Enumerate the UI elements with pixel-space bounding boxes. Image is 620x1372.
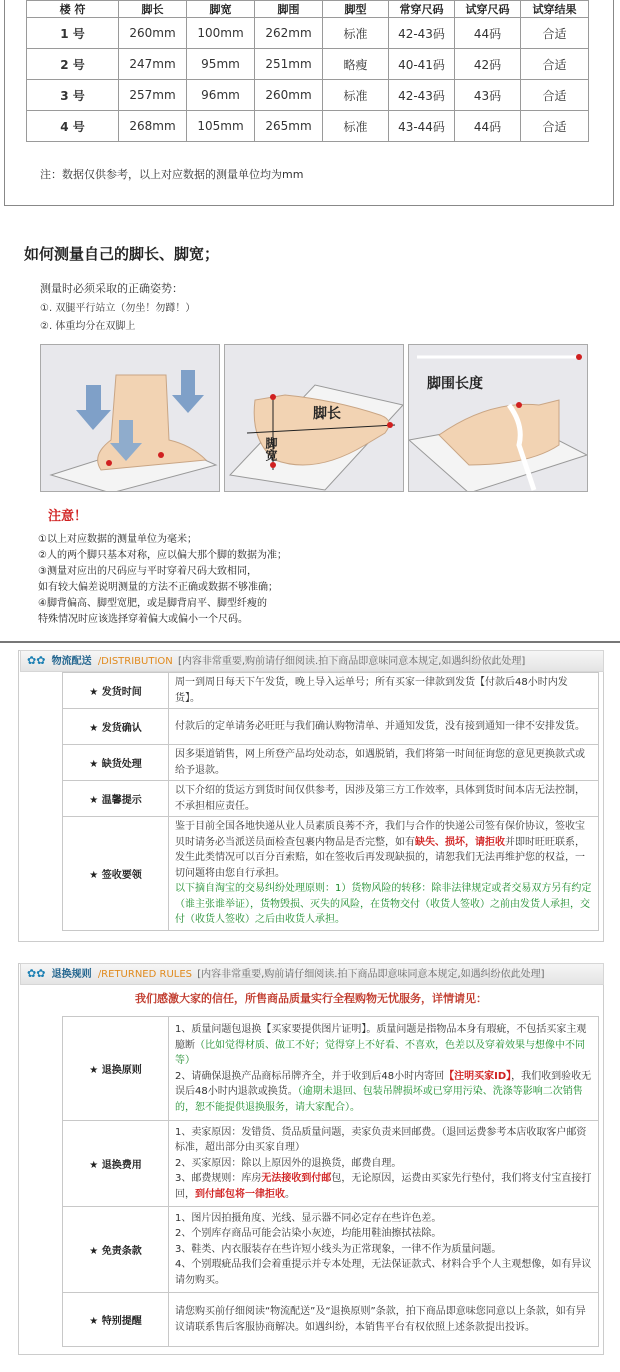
cell: 42-43码 xyxy=(389,18,455,49)
row-text: 因多渠道销售，网上所登产品均处动态，如遇脱销，我们将第一时间征询您的意见更换款式或给予退款。 xyxy=(169,745,599,781)
returns-header xyxy=(20,963,604,985)
text-part-green: 以下摘自淘宝的交易纠纷处理原则：1）货物风险的转移：除非法律规定或者交易双方另有约定（谁主张谁举证），货物毁损、灭失的风险，在货物交付（收货人签收）之前由发货人承担，交付（收货人签收）之后由收货人承担。 xyxy=(175,883,592,925)
posture-step: ②. 体重均分在双脚上 xyxy=(40,321,136,332)
foot-top-illustration xyxy=(224,344,404,492)
row-label: ★ 退换费用 xyxy=(63,1121,169,1207)
foot-girth-illustration xyxy=(408,344,588,492)
row-text xyxy=(169,1017,599,1121)
returns-en: /RETURNED RULES xyxy=(97,969,193,980)
row-text: 周一到周日每天下午发货，晚上导入运单号；所有买家一律款到发货【付款后48小时内发货】。 xyxy=(169,673,599,709)
text-part: 1、图片因拍摄角度、光线、显示器不同必定存在些许色差。 xyxy=(175,1212,442,1224)
cell: 3 号 xyxy=(27,80,119,111)
cell: 4 号 xyxy=(27,111,119,142)
table-row xyxy=(27,80,589,111)
cell: 合适 xyxy=(521,18,589,49)
measure-title: 如何测量自己的脚长、脚宽； xyxy=(24,245,220,263)
cell: 43-44码 xyxy=(389,111,455,142)
text-part-red: 缺失、损坏，请拒收 xyxy=(415,836,505,848)
col-header: 楼 符 xyxy=(27,1,119,18)
table-row xyxy=(63,745,599,781)
col-header: 试穿尺码 xyxy=(455,1,521,18)
foot-length-label: 脚长 xyxy=(313,406,341,422)
row-text: 请您购买前仔细阅读“物流配送”及“退换原则”条款，拍下商品即意味您同意以上条款，如有异议请联系售后客服协商解决。如遇纠纷，本销售平台有权依照上述条款提出投诉。 xyxy=(169,1293,599,1347)
returns-desc: [内容非常重要,购前请仔细阅读.拍下商品即意味同意本规定,如遇纠纷依此处理] xyxy=(197,969,545,980)
text-part: 并即时旺旺联系，发生此类情况可以百分百索赔，如在签收后再发现缺损的，请恕我们无法再维护您的权益，一切问题将由您自行承担。 xyxy=(175,836,585,879)
table-row xyxy=(63,673,599,709)
cell: 100mm xyxy=(187,18,255,49)
distribution-desc: [内容非常重要,购前请仔细阅读.拍下商品即意味同意本规定,如遇纠纷依此处理] xyxy=(177,656,526,667)
foot-standing-illustration xyxy=(40,344,220,492)
foot-girth-label: 脚围长度 xyxy=(427,376,483,392)
row-text xyxy=(169,1207,599,1293)
row-label: ★ 免责条款 xyxy=(63,1207,169,1293)
cell: 257mm xyxy=(119,80,187,111)
notice-line: 如有较大偏差说明测量的方法不正确或数据不够准确； xyxy=(38,582,278,593)
foot-side-image xyxy=(41,345,220,492)
cell: 95mm xyxy=(187,49,255,80)
returns-title: 退换规则 xyxy=(51,969,92,980)
cell: 合适 xyxy=(521,49,589,80)
text-part-red: 【注明买家ID】 xyxy=(444,1070,512,1082)
foot-girth-image xyxy=(409,345,588,492)
notice-line: ①以上对应数据的测量单位为毫米； xyxy=(38,534,197,545)
text-part-red: 无法接收到付邮 xyxy=(261,1173,332,1185)
cell: 44码 xyxy=(455,18,521,49)
row-text xyxy=(169,1121,599,1207)
row-label: ★ 签收要领 xyxy=(63,817,169,931)
text-part: 。 xyxy=(285,1188,295,1200)
text-part-green: （逾期未退回、包装吊牌损坏或已穿用污染、洗涤等影响二次销售的，恕不能提供退换服务，请大家配合）。 xyxy=(175,1086,583,1113)
notice-line: ④脚背偏高、脚型宽肥，或是脚背肩平、脚型纤瘦的 xyxy=(38,598,267,609)
text-part: 包，无论原因，运费由买家先行垫付，我们将支付宝直接打回， xyxy=(175,1173,592,1200)
cell: 262mm xyxy=(255,18,323,49)
cell: 合适 xyxy=(521,80,589,111)
foot-width-label: 脚宽 xyxy=(264,437,278,461)
col-header: 脚长 xyxy=(119,1,187,18)
row-label: ★ 发货时间 xyxy=(63,673,169,709)
text-part: 1、卖家原因：发错货、货品质量问题，卖家负责来回邮费。（退回运费参考本店收取客户邮资标准，超出部分由买家自理） xyxy=(175,1126,587,1154)
table-row xyxy=(27,49,589,80)
row-label: ★ 缺货处理 xyxy=(63,745,169,781)
section-divider xyxy=(0,641,620,643)
cell: 105mm xyxy=(187,111,255,142)
col-header: 脚围 xyxy=(255,1,323,18)
table-row xyxy=(63,709,599,745)
text-part: ，我们收到验收无误后48小时内退款或换货。 xyxy=(175,1070,592,1097)
flower-icon: ✿✿ xyxy=(27,967,46,980)
table-row xyxy=(27,18,589,49)
col-header: 常穿尺码 xyxy=(389,1,455,18)
row-text: 付款后的定单请务必旺旺与我们确认购物清单、并通知发货，没有接到通知一律不安排发货。 xyxy=(169,709,599,745)
text-part-green: （比如觉得材质、做工不好；觉得穿上不好看、不喜欢，色差以及穿着效果与想像中不同等） xyxy=(175,1039,585,1066)
distribution-title: 物流配送 xyxy=(51,656,92,667)
notice-line: ③测量对应出的尺码应与平时穿着尺码大致相同， xyxy=(38,566,257,577)
table-row xyxy=(63,1207,599,1293)
row-label: ★ 退换原则 xyxy=(63,1017,169,1121)
row-text: 以下介绍的货运方到货时间仅供参考，因涉及第三方工作效率，具体到货时间本店无法控制，不承担相应责任。 xyxy=(169,781,599,817)
col-header: 脚宽 xyxy=(187,1,255,18)
returns-table xyxy=(62,1016,599,1347)
notice-line: ②人的两个脚只基本对称，应以偏大那个脚的数据为准； xyxy=(38,550,287,561)
text-part: 鉴于目前全国各地快递从业人员素质良莠不齐，我们与合作的快递公司签有保价协议，签收宝贝时请务必当派送员面检查包裹内物品是否完整，如有 xyxy=(175,821,585,848)
cell: 40-41码 xyxy=(389,49,455,80)
size-section xyxy=(0,0,620,210)
table-row xyxy=(63,1293,599,1347)
table-row xyxy=(63,781,599,817)
table-row xyxy=(63,1017,599,1121)
text-part: 2、买家原因：除以上原因外的退换货，邮费自理。 xyxy=(175,1157,402,1169)
cell: 合适 xyxy=(521,111,589,142)
cell: 247mm xyxy=(119,49,187,80)
row-label: ★ 特别提醒 xyxy=(63,1293,169,1347)
cell: 42码 xyxy=(455,49,521,80)
notice-line: 特殊情况时应该选择穿着偏大或偏小一个尺码。 xyxy=(38,614,248,625)
cell: 标准 xyxy=(323,80,389,111)
table-row xyxy=(63,1121,599,1207)
table-row xyxy=(27,111,589,142)
flower-icon: ✿✿ xyxy=(27,654,46,667)
cell: 265mm xyxy=(255,111,323,142)
cell: 260mm xyxy=(255,80,323,111)
cell: 标准 xyxy=(323,111,389,142)
cell: 44码 xyxy=(455,111,521,142)
table-row xyxy=(63,817,599,931)
cell: 251mm xyxy=(255,49,323,80)
text-part: 2、个别库存商品可能会沾染小灰迹，均能用鞋油擦拭祛除。 xyxy=(175,1228,442,1240)
row-label: ★ 发货确认 xyxy=(63,709,169,745)
distribution-table xyxy=(62,672,599,931)
cell: 2 号 xyxy=(27,49,119,80)
size-table xyxy=(26,0,589,142)
cell: 略瘦 xyxy=(323,49,389,80)
posture-title: 测量时必须采取的正确姿势： xyxy=(40,282,183,295)
cell: 43码 xyxy=(455,80,521,111)
col-header: 脚型 xyxy=(323,1,389,18)
text-part: 3、邮费规则：库房 xyxy=(175,1173,262,1185)
cell: 268mm xyxy=(119,111,187,142)
distribution-en: /DISTRIBUTION xyxy=(97,656,173,667)
notice-title: 注意！ xyxy=(48,509,88,524)
posture-step: ①. 双腿平行站立（勿坐！勿蹲！） xyxy=(40,303,196,314)
row-text xyxy=(169,817,599,931)
text-part-red: 到付邮包将一律拒收 xyxy=(195,1188,285,1200)
cell: 42-43码 xyxy=(389,80,455,111)
returns-intro: 我们感激大家的信任，所售商品质量实行全程购物无忧服务，详情请见： xyxy=(135,992,487,1005)
size-note: 注：数据仅供参考，以上对应数据的测量单位均为mm xyxy=(40,168,304,181)
cell: 1 号 xyxy=(27,18,119,49)
cell: 标准 xyxy=(323,18,389,49)
distribution-header xyxy=(20,650,604,672)
text-part: 4、个别瑕疵品我们会着重提示并专本处理，无法保证款式、材料合乎个人主观想像，如有异议请勿购买。 xyxy=(175,1259,592,1286)
text-part: 3、鞋类、内衣服装存在些许短小线头为正常现象，一律不作为质量问题。 xyxy=(175,1243,502,1255)
text-part: 2、请确保退换产品商标吊牌齐全，并于收到后48小时内寄回 xyxy=(175,1070,445,1082)
size-table-header xyxy=(27,1,589,18)
row-label: ★ 温馨提示 xyxy=(63,781,169,817)
col-header: 试穿结果 xyxy=(521,1,589,18)
text-part: 1、质量问题包退换【买家要提供图片证明】。质量问题是指物品本身有瑕疵，不包括买家主观臆断 xyxy=(175,1024,587,1051)
cell: 96mm xyxy=(187,80,255,111)
cell: 260mm xyxy=(119,18,187,49)
